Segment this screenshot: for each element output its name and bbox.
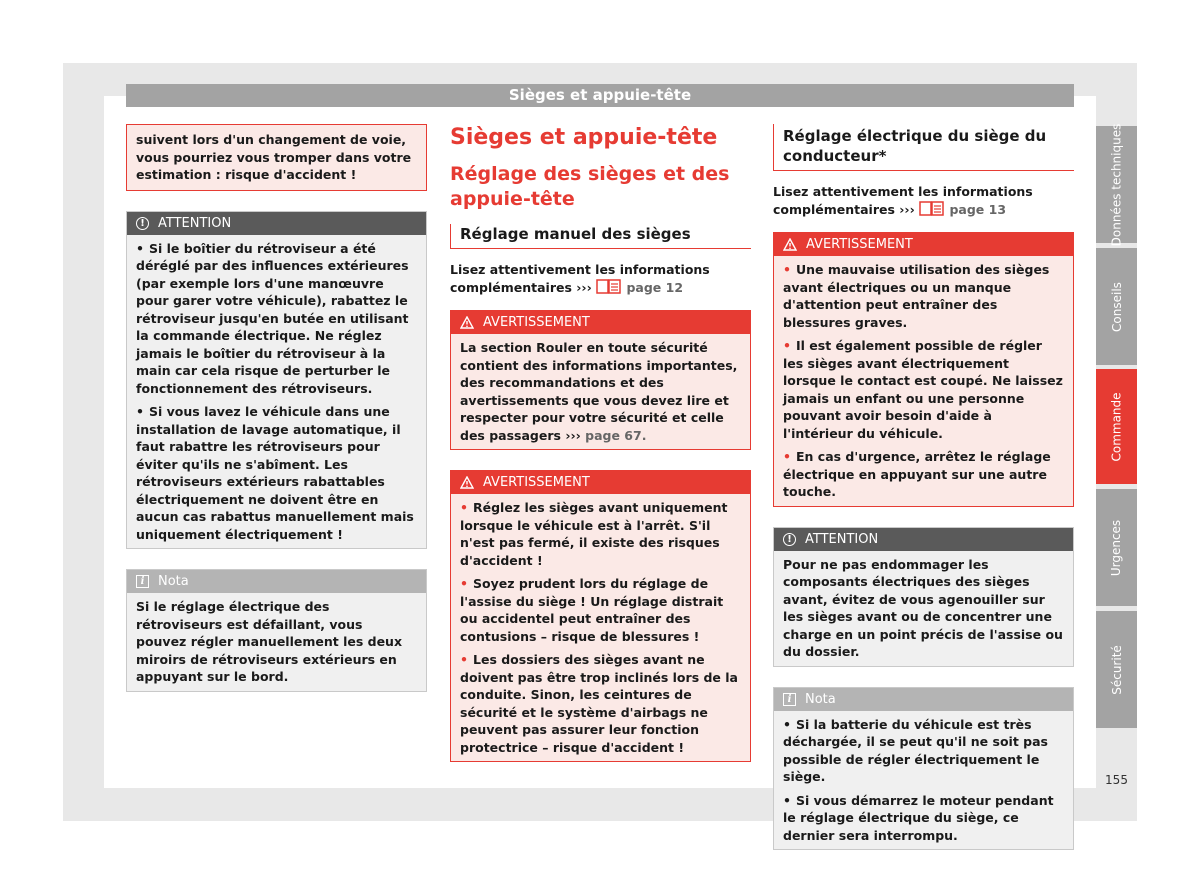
nota-header: [127, 570, 426, 593]
page-link[interactable]: page 12: [626, 279, 684, 295]
page-reference-icon: [919, 201, 945, 216]
tab-donnees-techniques[interactable]: [1096, 123, 1137, 246]
warning-body: [774, 256, 1073, 506]
tab-conseils[interactable]: [1096, 248, 1137, 365]
attention-label: ATTENTION: [158, 215, 232, 231]
warning-box-1: [450, 310, 751, 450]
nota-header: [774, 688, 1073, 711]
intro-text: [773, 183, 1074, 218]
warning-header: [451, 471, 750, 494]
warning-sentence: La section Rouler en toute sécurité contient des informations importantes, des recommandations et des avertissements que vous devez lire et respecter pour votre sécurité et celle des passagers: [460, 340, 738, 443]
nota-item: • Si la batterie du véhicule est très déchargée, il se peut qu'il ne soit pas possible de régler électriquement le siège.: [783, 716, 1064, 786]
nota-text: Si le réglage électrique des rétroviseurs est défaillant, vous pouvez régler manuellement les deux miroirs de rétroviseurs extérieurs en appuyant sur le bord.: [136, 599, 403, 684]
arrow-symbol: ›››: [565, 427, 581, 443]
warning-body: [451, 334, 750, 449]
tab-label: Urgences: [1109, 519, 1124, 576]
attention-header: [774, 528, 1073, 551]
column-2: [450, 124, 751, 762]
warning-triangle-icon: [783, 238, 797, 251]
warning-item: • En cas d'urgence, arrêtez le réglage électrique en appuyant sur une autre touche.: [783, 448, 1064, 501]
nota-item: • Si vous démarrez le moteur pendant le réglage électrique du siège, ce dernier sera interrompu.: [783, 792, 1064, 845]
exclamation-circle-icon: !: [136, 217, 149, 230]
continued-warning-box: [126, 124, 427, 191]
warning-label: AVERTISSEMENT: [483, 475, 590, 490]
attention-label: ATTENTION: [805, 531, 879, 547]
info-icon: i: [136, 575, 149, 588]
attention-item: • Si vous lavez le véhicule dans une installation de lavage automatique, il faut rabattre les rétroviseurs pour éviter qu'ils ne s'abîment. Les rétroviseurs extérieurs rabattables électriquement ne doivent être en aucun cas rabattus manuellement mais uniquement électriquement !: [136, 403, 417, 543]
attention-box: [126, 211, 427, 550]
attention-body: [127, 235, 426, 549]
warning-item: • Les dossiers des sièges avant ne doivent pas être trop inclinés lors de la conduite. Sinon, les ceintures de sécurité et le système d'airbags ne peuvent pas assurer leur fonction protectrice – risque d'accident !: [460, 651, 741, 756]
warning-triangle-icon: [460, 476, 474, 489]
tab-commande[interactable]: [1096, 369, 1137, 484]
exclamation-circle-icon: !: [783, 533, 796, 546]
nota-label: Nota: [158, 574, 189, 589]
tab-securite[interactable]: [1096, 611, 1137, 728]
page-number: 155: [1105, 773, 1128, 787]
nota-label: Nota: [805, 691, 836, 707]
column-3: [773, 124, 1074, 850]
tab-label: Données techniques: [1109, 123, 1124, 246]
attention-header: [127, 212, 426, 235]
warning-label: AVERTISSEMENT: [483, 315, 590, 330]
intro-text: [450, 261, 751, 296]
warning-box-2: [450, 470, 751, 762]
warning-body: [451, 494, 750, 761]
page-link[interactable]: page 13: [949, 201, 1007, 217]
nota-box: [773, 687, 1074, 851]
chapter-header: Sièges et appuie-tête: [126, 84, 1074, 107]
topic-heading-wrap: [450, 224, 751, 249]
attention-text: Pour ne pas endommager les composants électriques des sièges avant, évitez de vous agenouiller sur les sièges avant ou de concentrer une charge en un point précis de l'assise ou du dossier.: [783, 556, 1063, 659]
tab-label: Conseils: [1109, 281, 1124, 332]
warning-item: • Réglez les sièges avant uniquement lorsque le véhicule est à l'arrêt. S'il n'est pas fermé, il existe des risques d'accident !: [460, 499, 741, 569]
arrow-symbol: ›››: [899, 201, 915, 217]
arrow-symbol: ›››: [576, 279, 592, 295]
intro-sentence: Lisez attentivement les informations complémentaires: [450, 262, 710, 295]
warning-header: [774, 233, 1073, 256]
nota-box: [126, 569, 427, 692]
tab-label: Sécurité: [1109, 644, 1124, 695]
nota-body: [774, 711, 1073, 850]
tab-urgences[interactable]: [1096, 489, 1137, 606]
section-title: Sièges et appuie-tête: [450, 125, 718, 150]
column-1: [126, 124, 427, 692]
tab-label: Commande: [1109, 391, 1124, 462]
topic-heading: Réglage électrique du siège du conducteur*: [773, 124, 1074, 171]
page-link[interactable]: page 67.: [585, 427, 647, 443]
continued-warning-text: suivent lors d'un changement de voie, vous pourriez vous tromper dans votre estimation : risque d'accident !: [136, 132, 412, 182]
topic-heading: Réglage manuel des sièges: [450, 224, 751, 249]
attention-box: [773, 527, 1074, 667]
page-reference-icon: [596, 279, 622, 294]
attention-body: [774, 551, 1073, 666]
info-icon: i: [783, 693, 796, 706]
warning-label: AVERTISSEMENT: [806, 237, 913, 252]
attention-item: • Si le boîtier du rétroviseur a été déréglé par des influences extérieures (par exemple lors d'une manœuvre pour garer votre véhicule), rabattez le rétroviseur jusqu'en butée en utilisant la commande électrique. Ne réglez jamais le boîtier du rétroviseur à la main car cela risque de perturber le fonctionnement des rétroviseurs.: [136, 240, 417, 398]
warning-item: • Il est également possible de régler les sièges avant électriquement lorsque le contact est coupé. Ne laissez jamais un enfant ou une personne pouvant avoir besoin d'aide à l'intérieur du véhicule.: [783, 337, 1064, 442]
warning-item: • Une mauvaise utilisation des sièges avant électriques ou un manque d'attention peut entraîner des blessures graves.: [783, 261, 1064, 331]
warning-box: [773, 232, 1074, 507]
warning-header: [451, 311, 750, 334]
nota-body: [127, 593, 426, 691]
warning-triangle-icon: [460, 316, 474, 329]
warning-item: • Soyez prudent lors du réglage de l'assise du siège ! Un réglage distrait ou accidentel peut entraîner des contusions – risque de blessures !: [460, 575, 741, 645]
subsection-title: Réglage des sièges et des appuie-tête: [450, 163, 730, 210]
warning-text: [460, 339, 741, 444]
intro-sentence: Lisez attentivement les informations complémentaires: [773, 184, 1033, 217]
